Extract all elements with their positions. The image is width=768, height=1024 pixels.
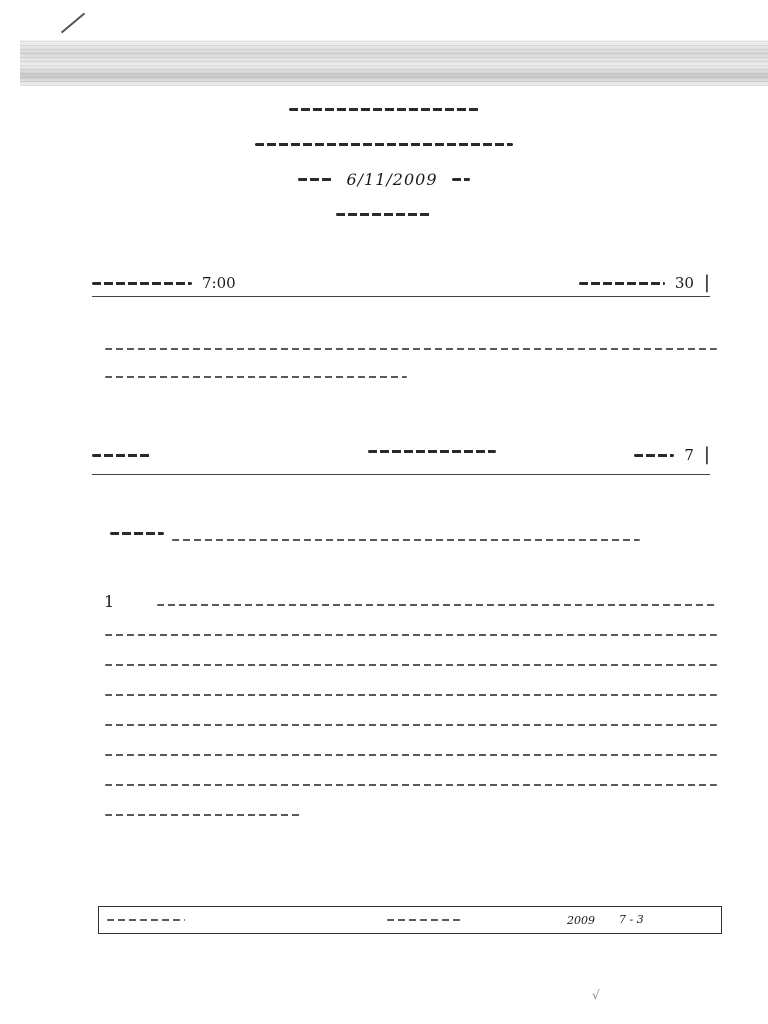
tibetan-text-placeholder xyxy=(110,532,164,535)
tibetan-text-placeholder xyxy=(336,213,432,216)
tibetan-text-placeholder xyxy=(105,634,717,636)
exam-date: 6/11/2009 xyxy=(346,169,438,189)
question-label xyxy=(110,520,164,539)
question-text xyxy=(172,526,640,545)
document-heading xyxy=(0,96,768,227)
heading-line-2 xyxy=(255,131,513,157)
heading-line-4 xyxy=(336,201,432,227)
tibetan-text-placeholder xyxy=(92,282,192,285)
heading-line-1 xyxy=(289,96,479,122)
tibetan-text-placeholder xyxy=(157,604,717,606)
tibetan-text-placeholder xyxy=(107,919,185,921)
section-rule xyxy=(92,474,710,475)
header-rule xyxy=(92,296,710,297)
time-and-marks-row xyxy=(92,274,710,292)
tibetan-text-placeholder xyxy=(255,143,513,146)
pen-mark xyxy=(61,13,85,34)
footer-year: 2009 xyxy=(567,914,595,927)
tibetan-text-placeholder xyxy=(105,814,301,816)
tibetan-text-placeholder xyxy=(387,919,461,921)
full-marks-field xyxy=(579,274,710,292)
tibetan-text-placeholder xyxy=(105,664,717,666)
footer-page-number: 7 - 3 xyxy=(619,913,644,926)
tibetan-text-placeholder xyxy=(105,754,717,756)
tibetan-text-placeholder xyxy=(172,539,640,541)
tibetan-text-placeholder xyxy=(452,178,470,181)
tibetan-text-placeholder xyxy=(105,376,407,378)
tibetan-text-placeholder xyxy=(105,724,717,726)
full-marks-value: 30 xyxy=(674,274,694,292)
tibetan-text-placeholder xyxy=(105,348,717,350)
tibetan-text-placeholder xyxy=(368,450,496,453)
tibetan-text-placeholder xyxy=(289,108,479,111)
tibetan-text-placeholder xyxy=(634,454,674,457)
footer-box xyxy=(98,906,722,934)
section-marks-field xyxy=(634,446,710,464)
tibetan-text-placeholder xyxy=(579,282,665,285)
section-label xyxy=(92,454,152,457)
shad-mark: | xyxy=(703,272,710,293)
time-value: 7:00 xyxy=(202,274,236,292)
section-marks-value: 7 xyxy=(684,446,694,464)
paragraph-number: 1 xyxy=(104,592,115,611)
tibetan-text-placeholder xyxy=(298,178,332,181)
tibetan-text-placeholder xyxy=(105,784,717,786)
body-paragraph xyxy=(105,604,717,816)
section-title xyxy=(368,438,496,457)
tibetan-text-placeholder xyxy=(105,694,717,696)
shad-mark: | xyxy=(703,444,710,465)
scan-artifact-band xyxy=(20,40,768,86)
heading-line-date xyxy=(298,166,469,192)
time-field xyxy=(92,274,236,292)
instruction-paragraph xyxy=(105,348,717,378)
corner-check-mark: √ xyxy=(592,988,600,1002)
tibetan-text-placeholder xyxy=(92,454,152,457)
